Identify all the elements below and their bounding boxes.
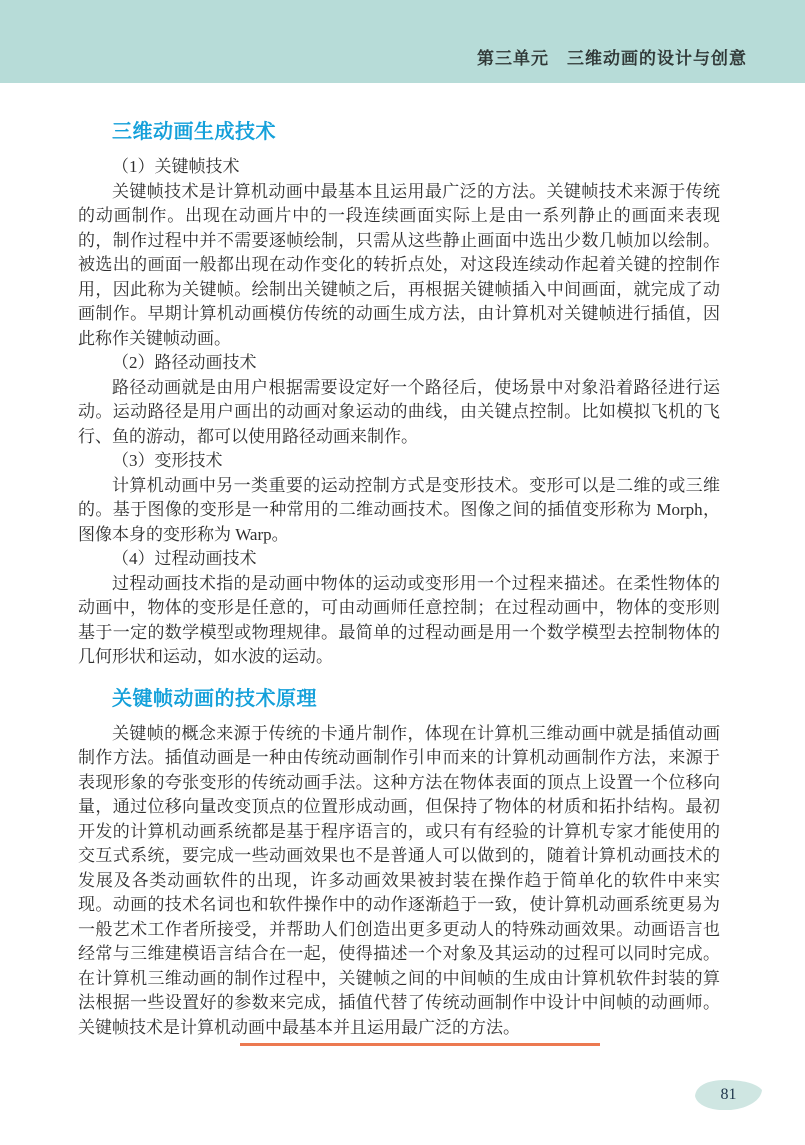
paragraph-keyframe-principle: 关键帧的概念来源于传统的卡通片制作，体现在计算机三维动画中就是插值动画制作方法。插值动画是一种由传统动画制作引申而来的计算机动画制作方法，来源于表现形象的夸张变形的传统动画手法。这种方法在物体表面的顶点上设置一个位移向量，通过位移向量改变顶点的位置形成动画，但保持了物体的材质和拓扑结构。最初开发的计算机动画系统都是基于程序语言的，或只有有经验的计算机专家才能使用的交互式系统，要完成一些动画效果也不是普通人可以做到的，随着计算机动画技术的发展及各类动画软件的出现，许多动画效果被封装在操作趋于简单化的软件中来实现。动画的技术名词也和软件操作中的动作逐渐趋于一致，使计算机动画系统更易为一般艺术工作者所接受，并帮助人们创造出更多更动人的特殊动画效果。动画语言也经常与三维建模语言结合在一起，使得描述一个对象及其运动的过程可以同时完成。在计算机三维动画的制作过程中，关键帧之间的中间帧的生成由计算机软件封装的算法根据一些设置好的参数来完成，插值代替了传统动画制作中设计中间帧的动画师。关键帧技术是计算机动画中最基本并且运用最广泛的方法。 [78, 723, 720, 1037]
page-number: 81 [720, 1086, 737, 1103]
page-header-band [0, 0, 805, 83]
page-content [78, 83, 720, 1040]
subheading-procedural-animation: （4）过程动画技术 [112, 549, 257, 568]
subheading-morph-tech: （3）变形技术 [112, 451, 223, 470]
paragraph-morph-tech: 计算机动画中另一类重要的运动控制方式是变形技术。变形可以是二维的或三维的。基于图像的变形是一种常用的二维动画技术。图像之间的插值变形称为 Morph，图像本身的变形称为 Warp。 [78, 475, 720, 544]
subheading-keyframe-tech: （1）关键帧技术 [112, 157, 240, 176]
paragraph-keyframe-tech: 关键帧技术是计算机动画中最基本且运用最广泛的方法。关键帧技术来源于传统的动画制作。出现在动画片中的一段连续画面实际上是由一系列静止的画面来表现的，制作过程中并不需要逐帧绘制，只需从这些静止画面中选出少数几帧加以绘制。被选出的画面一般都出现在动作变化的转折点处，对这段连续动作起着关键的控制作用，因此称为关键帧。绘制出关键帧之后，再根据关键帧插入中间画面，就完成了动画制作。早期计算机动画模仿传统的动画生成方法，由计算机对关键帧进行插值，因此称作关键帧动画。 [78, 181, 720, 348]
page-number-badge [695, 1080, 762, 1110]
unit-header-title: 第三单元 三维动画的设计与创意 [477, 49, 747, 68]
paragraph-procedural-animation: 过程动画技术指的是动画中物体的运动或变形用一个过程来描述。在柔性物体的动画中，物体的变形是任意的，可由动画师任意控制；在过程动画中，物体的变形则基于一定的数学模型或物理规律。最简单的过程动画是用一个数学模型去控制物体的几何形状和运动，如水波的运动。 [78, 573, 720, 666]
subheading-path-animation: （2）路径动画技术 [112, 353, 257, 372]
section-heading-generation-tech: 三维动画生成技术 [112, 121, 276, 143]
paragraph-path-animation: 路径动画就是由用户根据需要设定好一个路径后，使场景中对象沿着路径进行运动。运动路径是用户画出的动画对象运动的曲线，由关键点控制。比如模拟飞机的飞行、鱼的游动，都可以使用路径动画来制作。 [78, 377, 720, 446]
divider-line [240, 1043, 600, 1046]
section-heading-keyframe-principle: 关键帧动画的技术原理 [112, 687, 317, 710]
